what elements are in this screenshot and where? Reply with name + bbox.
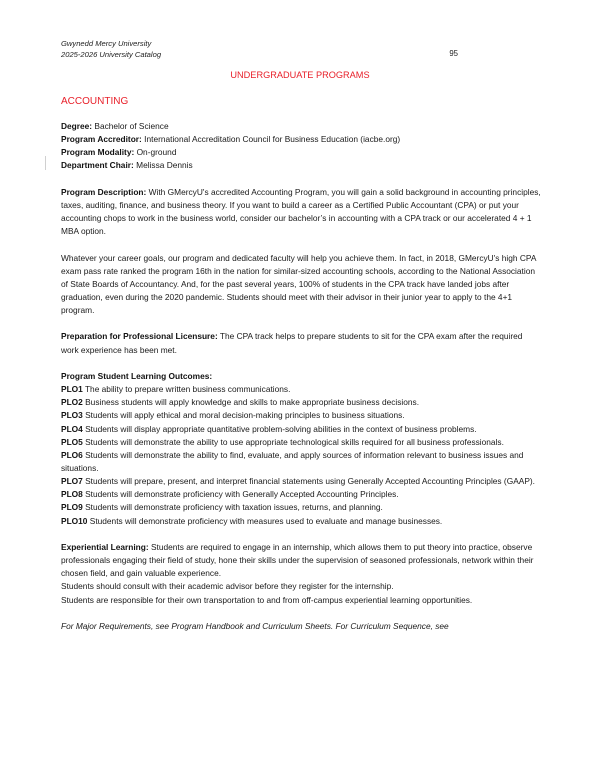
chair-label: Department Chair: [61, 160, 134, 171]
degree-value: Bachelor of Science [92, 121, 169, 131]
outcome-item [61, 515, 541, 528]
outcome-code: PLO4 [61, 423, 83, 434]
catalog-year: 2025-2026 University Catalog [61, 50, 162, 59]
outcome-code: PLO1 [61, 384, 83, 395]
running-header [61, 38, 161, 60]
modality-value: On-ground [134, 147, 177, 158]
outcome-code: PLO9 [61, 502, 83, 513]
description-label: Program Description: [61, 186, 147, 197]
program-content [61, 120, 541, 633]
accreditor-line [61, 133, 541, 146]
outcome-item [61, 449, 541, 475]
section-title: UNDERGRADUATE PROGRAMS [230, 70, 370, 80]
outcome-text: The ability to prepare written business communications. [82, 384, 291, 395]
institution-name: Gwynedd Mercy University [61, 39, 152, 48]
experiential-paragraph [61, 541, 541, 580]
licensure-label: Preparation for Professional Licensure: [61, 331, 218, 342]
outcome-text: Students will demonstrate proficiency with measures used to evaluate and manage businesses. [87, 515, 443, 526]
program-title: ACCOUNTING [61, 96, 129, 107]
outcome-code: PLO8 [61, 489, 83, 500]
outcome-text: Students will apply ethical and moral decision-making principles to business situations. [82, 410, 405, 421]
footer-note: For Major Requirements, see Program Handbook and Curriculum Sheets. For Curriculum Sequence, see [61, 620, 449, 631]
outcome-text: Students will display appropriate quantitative problem-solving abilities in the context of business problems. [82, 423, 477, 434]
outcome-item [61, 409, 541, 422]
outcome-code: PLO10 [61, 515, 88, 526]
outcome-item [61, 396, 541, 409]
outcome-item [61, 383, 541, 396]
outcome-item [61, 436, 541, 449]
outcomes-heading-text: Program Student Learning Outcomes: [61, 370, 213, 381]
outcome-code: PLO3 [61, 410, 83, 421]
outcome-code: PLO2 [61, 397, 83, 408]
outcomes-heading [61, 370, 541, 383]
outcome-item [61, 475, 541, 488]
outcome-code: PLO6 [61, 449, 83, 460]
experiential-text: Students are required to engage in an internship, which allows them to put theory into practice, observe professionals engaging their field of study, hone their skills under the supervision of seasoned professionals, network within their chosen field, and gain valuable experience. [61, 541, 534, 579]
experiential-label: Experiential Learning: [61, 541, 149, 552]
outcome-text: Students will demonstrate the ability to use appropriate technological skills required for all business professionals. [82, 436, 504, 447]
outcome-text: Business students will apply knowledge and skills to make appropriate business decisions. [82, 397, 420, 408]
outcome-text: Students will prepare, present, and interpret financial statements using Generally Accepted Accounting Principles (GAAP). [82, 476, 535, 487]
career-paragraph: Whatever your career goals, our program and dedicated faculty will help you achieve them. In fact, in 2018, GMercyU's high CPA exam pass rate ranked the program 16th in the nation for similar-sized accounting schools, according to the National Association of State Boards of Accountancy. And, for the past several years, 100% of students in the CPA track have landed jobs after graduation, even during the 2020 pandemic. Students should meet with their advisor in their junior year to apply to the 4+1 program. [61, 252, 536, 316]
outcomes-list [61, 383, 541, 528]
program-description [61, 186, 541, 239]
description-text: With GMercyU's accredited Accounting Program, you will gain a solid background in accounting principles, taxes, auditing, finance, and business theory. If you want to build a career as a Certified Public Accountant (CPA) or put your accounting chops to work in the business world, consider our bachelor’s in accounting with a CPA track or our accelerated 4 + 1 MBA option. [61, 186, 541, 237]
experiential-advisor-line: Students should consult with their academic advisor before they register for the internship. [61, 581, 394, 592]
outcome-code: PLO7 [61, 476, 83, 487]
chair-line [61, 159, 541, 172]
outcome-code: PLO5 [61, 436, 83, 447]
modality-line [61, 146, 541, 159]
outcome-item [61, 488, 541, 501]
licensure-text: The CPA track helps to prepare students to sit for the CPA exam after the required work experience has been met. [61, 331, 523, 355]
accreditor-label: Program Accreditor: [61, 134, 142, 145]
experiential-transport-line: Students are responsible for their own transportation to and from off-campus experiential learning opportunities. [61, 594, 473, 605]
margin-change-bar [45, 156, 46, 170]
accreditor-value: International Accreditation Council for Business Education (iacbe.org) [141, 134, 401, 145]
page-number: 95 [449, 49, 458, 58]
outcome-item [61, 501, 541, 514]
degree-line [61, 120, 541, 133]
outcome-text: Students will demonstrate proficiency with taxation issues, returns, and planning. [82, 502, 383, 513]
outcome-text: Students will demonstrate the ability to find, evaluate, and apply sources of information relevant to business issues and situations. [61, 449, 524, 473]
outcome-item [61, 423, 541, 436]
modality-label: Program Modality: [61, 147, 135, 158]
chair-value: Melissa Dennis [133, 160, 193, 171]
outcome-text: Students will demonstrate proficiency with Generally Accepted Accounting Principles. [82, 489, 399, 500]
degree-label: Degree: [61, 121, 93, 131]
licensure-paragraph [61, 330, 541, 356]
